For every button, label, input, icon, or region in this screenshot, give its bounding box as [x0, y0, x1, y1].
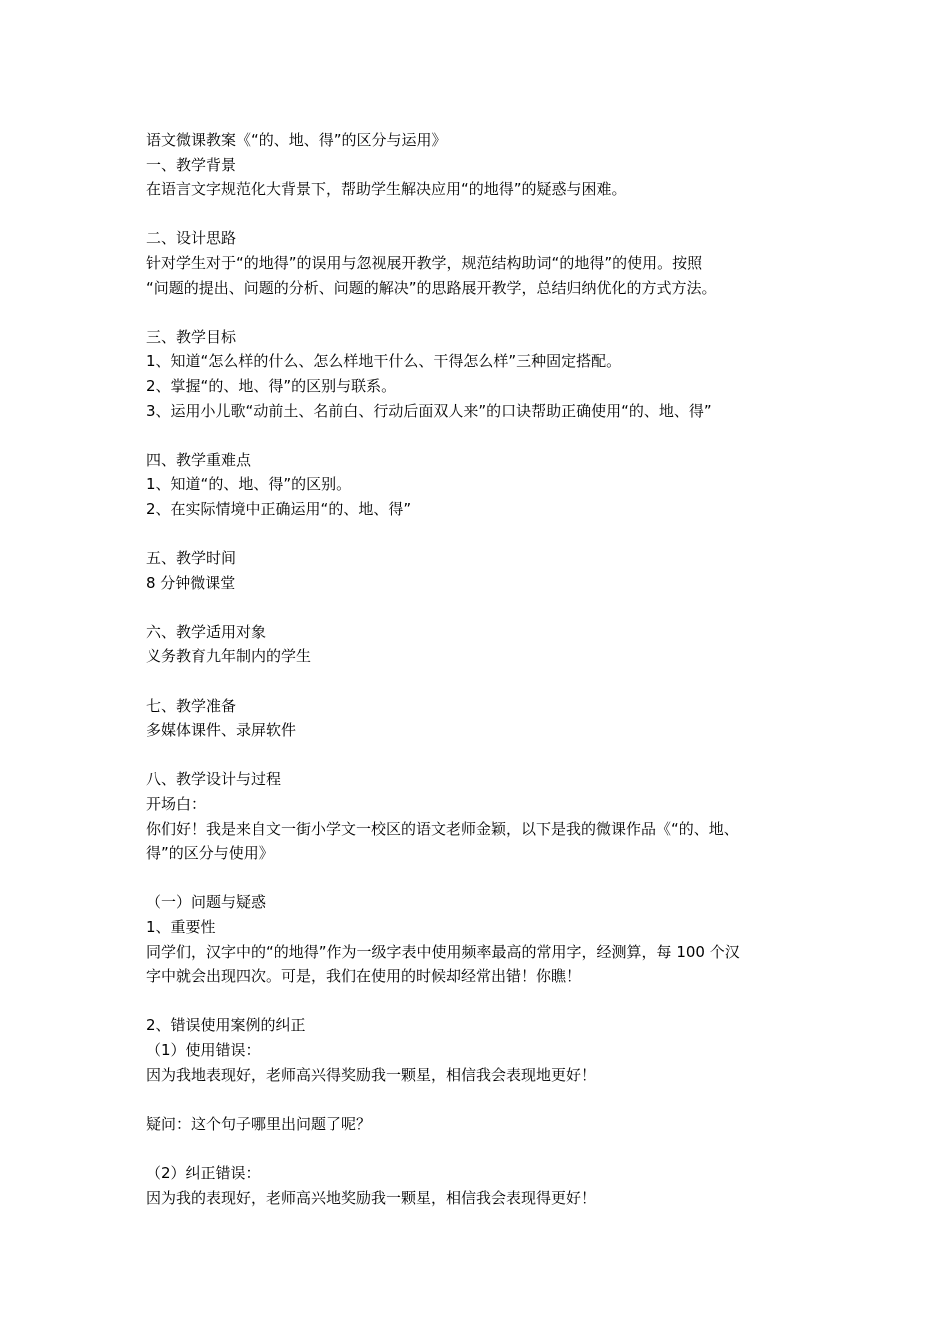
section-6-body: 义务教育九年制内的学生	[146, 647, 312, 666]
wrong-usage-sentence: 因为我地表现好，老师高兴得奖励我一颗星，相信我会表现地更好！	[146, 1065, 597, 1084]
spacer	[146, 595, 818, 620]
spacer	[146, 423, 818, 448]
section-7-heading: 七、教学准备	[146, 696, 237, 715]
spacer	[146, 522, 818, 547]
section-5-heading: 五、教学时间	[146, 549, 237, 568]
sub-1-heading: 1、重要性	[146, 918, 216, 936]
spacer	[146, 1087, 818, 1112]
spacer	[146, 989, 818, 1014]
spacer	[146, 300, 818, 325]
correction-sentence: 因为我的表现好，老师高兴地奖励我一颗星，相信我会表现得更好！	[146, 1188, 597, 1207]
opening-line-2: 得”的区分与使用》	[146, 844, 274, 863]
sub-2-heading: 2、错误使用案例的纠正	[146, 1016, 306, 1035]
objective-item-1: 1、知道“怎么样的什么、怎么样地干什么、干得怎么样”三种固定搭配。	[146, 352, 622, 371]
spacer	[146, 866, 818, 891]
correction-label: （2）纠正错误：	[146, 1163, 261, 1182]
section-2-body-line-1: 针对学生对于“的地得”的误用与忽视展开教学，规范结构助词“的地得”的使用。按照	[146, 253, 703, 272]
section-4-heading: 四、教学重难点	[146, 450, 252, 469]
opening-label: 开场白：	[146, 795, 207, 814]
objective-item-2: 2、掌握“的、地、得”的区别与联系。	[146, 376, 397, 395]
key-point-item-1: 1、知道“的、地、得”的区别。	[146, 475, 352, 494]
section-7-body: 多媒体课件、录屏软件	[146, 721, 297, 740]
part-1-heading: （一）问题与疑惑	[146, 893, 267, 912]
section-1-heading: 一、教学背景	[146, 155, 237, 174]
opening-line-1: 你们好！我是来自文一街小学文一校区的语文老师金颖，以下是我的微课作品《“的、地、	[146, 819, 739, 838]
section-3-heading: 三、教学目标	[146, 327, 237, 346]
key-point-item-2: 2、在实际情境中正确运用“的、地、得”	[146, 499, 412, 518]
section-2-heading: 二、设计思路	[146, 229, 237, 248]
document-page	[146, 128, 818, 1210]
objective-item-3: 3、运用小儿歌“动前土、名前白、行动后面双人来”的口诀帮助正确使用“的、地、得”	[146, 401, 712, 420]
wrong-usage-label: （1）使用错误：	[146, 1040, 261, 1059]
section-6-heading: 六、教学适用对象	[146, 622, 267, 641]
section-2-body-line-2: “问题的提出、问题的分析、问题的解决”的思路展开教学，总结归纳优化的方式方法。	[146, 278, 717, 297]
sub-1-line-2: 字中就会出现四次。可是，我们在使用的时候却经常出错！你瞧！	[146, 967, 582, 986]
section-1-body: 在语言文字规范化大背景下，帮助学生解决应用“的地得”的疑惑与困难。	[146, 180, 627, 199]
spacer	[146, 1136, 818, 1161]
sub-1-line-1: 同学们，汉字中的“的地得”作为一级字表中使用频率最高的常用字，经测算，每 100 个汉	[146, 942, 740, 961]
spacer	[146, 743, 818, 768]
document-title: 语文微课教案《“的、地、得”的区分与运用》	[146, 131, 447, 149]
spacer	[146, 202, 818, 227]
spacer	[146, 669, 818, 694]
question-line: 疑问：这个句子哪里出问题了呢？	[146, 1114, 372, 1133]
section-5-body: 8 分钟微课堂	[146, 573, 236, 592]
section-8-heading: 八、教学设计与过程	[146, 770, 282, 789]
